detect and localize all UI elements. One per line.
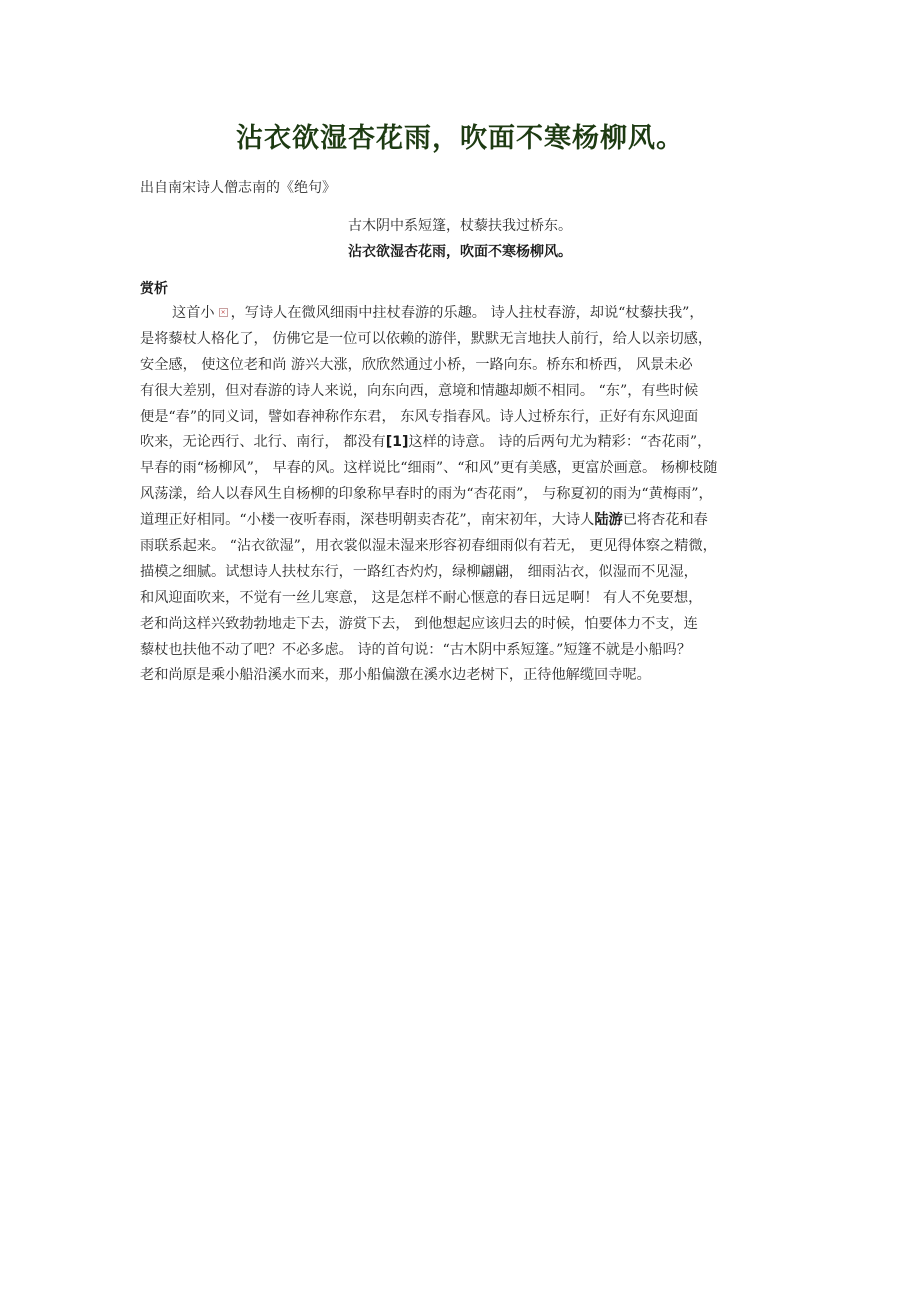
paragraph-text: 已将杏花和春 [622,512,708,529]
paragraph-line: 是将藜杖人格化了， 仿佛它是一位可以依赖的游伴，默默无言地扶人前行，给人以亲切感， [140,330,713,347]
paragraph-line: 有很大差别，但对春游的诗人来说，向东向西，意境和情趣却颇不相同。 “东”，有些时候 [140,382,699,399]
poet-name-link[interactable]: 陆游 [594,512,623,529]
paragraph-text: ，写诗人在微风细雨中拄杖春游的乐趣。 诗人拄杖春游，却说“杖藜扶我”， [230,305,704,321]
paragraph-text: 这样的诗意。 诗的后两句尤为精彩：“杏花雨”， [408,434,712,451]
poem-line-2: 沾衣欲湿杏花雨，吹面不寒杨柳风。 [348,244,572,260]
paragraph-line: 老和尚这样兴致勃勃地走下去，游赏下去， 到他想起应该归去的时候，怕要体力不支，连 [140,615,698,632]
paragraph-line: 雨联系起来。 “沾衣欲湿”，用衣裳似湿未湿来形容初春细雨似有若无， 更见得体察之精微， [140,538,717,555]
paragraph-line: 安全感， 使这位老和尚 游兴大涨，欣欣然通过小桥，一路向东。桥东和桥西， 风景未必 [140,356,693,373]
paragraph-line [140,301,785,327]
analysis-paragraph [140,301,785,689]
section-heading: 赏析 [140,281,168,297]
paragraph-line: 和风迎面吹来，不觉有一丝儿寒意， 这是怎样不耐心惬意的春日远足啊！ 有人不免要想， [140,589,703,606]
paragraph-line [140,430,785,456]
paragraph-line: 藜杖也扶他不动了吧？不必多虑。 诗的首句说：“古木阴中系短篷。”短篷不就是小船吗？ [140,641,692,658]
paragraph-line: 描模之细腻。试想诗人扶杖东行，一路红杏灼灼，绿柳翩翩， 细雨沾衣，似湿而不见湿， [140,563,698,580]
paragraph-text: 这首小 [172,305,215,321]
paragraph-line: 风荡漾，给人以春风生自杨柳的印象称早春时的雨为“杏花雨”， 与称夏初的雨为“黄梅雨”， [140,486,713,503]
paragraph-line [140,508,785,534]
poem-line-1: 古木阴中系短篷，杖藜扶我过桥东。 [348,218,572,234]
source-line: 出自南宋诗人僧志南的《绝句》 [140,180,336,196]
paragraph-line: 早春的雨“杨柳风”， 早春的风。这样说比“细雨”、“和风”更有美感，更富於画意。 杨柳枝随 [140,460,718,477]
page-title: 沾衣欲湿杏花雨，吹面不寒杨柳风。 [236,123,684,154]
broken-image-icon: × [220,309,226,316]
paragraph-line: 老和尚原是乘小船沿溪水而来，那小船偏激在溪水边老树下，正待他解缆回寺呢。 [140,667,651,684]
paragraph-text: 吹来，无论西行、北行、南行， 都没有 [140,434,386,451]
paragraph-text: 道理正好相同。“小楼一夜听春雨，深巷明朝卖杏花”，南宋初年，大诗人 [140,512,595,529]
footnote-reference[interactable]: [1] [385,434,409,451]
poem-block [0,213,920,265]
paragraph-line: 便是“春”的同义词，譬如春神称作东君， 东风专指春风。诗人过桥东行，正好有东风迎面 [140,408,699,425]
